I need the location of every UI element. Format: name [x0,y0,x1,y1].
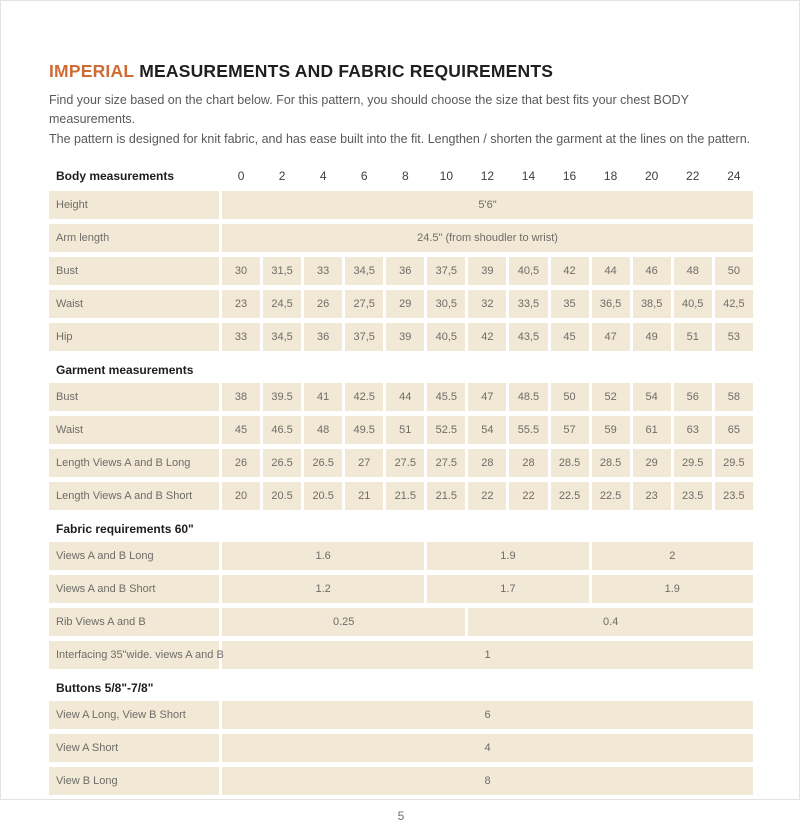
size-table-body [49,166,753,795]
value-cell: 2 [592,542,753,570]
value-cell: 39 [468,257,506,285]
value-cell: 24.5" (from shoudler to wrist) [222,224,753,252]
size-header-cell: 20 [644,169,659,184]
row-label: Interfacing 35"wide. views A and B [49,641,219,669]
intro-line-2: The pattern is designed for knit fabric, and has ease built into the fit. Lengthen / shorten the garment at the lines on the pattern. [49,131,751,146]
value-cell: 26 [304,290,342,318]
value-cell: 49.5 [345,416,383,444]
value-cell: 1.9 [427,542,588,570]
value-cell: 28.5 [592,449,630,477]
value-cell: 23.5 [674,482,712,510]
value-cell: 26.5 [263,449,301,477]
value-cell: 33 [222,323,260,351]
value-cell: 39.5 [263,383,301,411]
section-label: Buttons 5/8"-7/8" [56,681,154,696]
value-cell: 33,5 [509,290,547,318]
value-cell: 23 [222,290,260,318]
value-cell: 48.5 [509,383,547,411]
section-label: Garment measurements [56,363,194,378]
size-header-cell: 2 [278,169,286,184]
value-cell: 27.5 [386,449,424,477]
value-cell: 47 [468,383,506,411]
value-cell: 38,5 [633,290,671,318]
value-cell: 27.5 [427,449,465,477]
value-cell: 28.5 [551,449,589,477]
value-cell: 21.5 [386,482,424,510]
value-cell: 52.5 [427,416,465,444]
size-header-cell: 0 [237,169,245,184]
table-row [49,416,753,444]
value-cell: 50 [551,383,589,411]
size-header-cell: 6 [360,169,368,184]
value-cell: 26 [222,449,260,477]
value-cell: 42,5 [715,290,753,318]
row-label: Waist [49,290,219,318]
intro-line-1: Find your size based on the chart below. For this pattern, you should choose the size that best fits your chest BODY measurements. [49,93,689,127]
size-header-cell: 12 [480,169,495,184]
value-cell: 51 [674,323,712,351]
table-row [49,482,753,510]
value-cell: 51 [386,416,424,444]
value-cell: 36 [304,323,342,351]
row-label: View B Long [49,767,219,795]
size-header-cell: 24 [727,169,741,184]
value-cell: 21 [345,482,383,510]
row-label: Rib Views A and B [49,608,219,636]
value-cell: 8 [222,767,753,795]
value-cell: 29 [386,290,424,318]
size-table [46,161,756,800]
value-cell: 46.5 [263,416,301,444]
table-row [49,542,753,570]
value-cell: 48 [304,416,342,444]
size-header-cell: 4 [319,169,327,184]
table-row [49,323,753,351]
row-label: View A Long, View B Short [49,701,219,729]
row-label: Hip [49,323,219,351]
value-cell: 30,5 [427,290,465,318]
header-label: Body measurements [56,169,175,184]
value-cell: 23.5 [715,482,753,510]
table-row [49,257,753,285]
value-cell: 50 [715,257,753,285]
value-cell: 36,5 [592,290,630,318]
size-header-cell: 8 [401,169,409,184]
row-label: Views A and B Short [49,575,219,603]
value-cell: 36 [386,257,424,285]
value-cell: 26.5 [304,449,342,477]
value-cell: 55.5 [509,416,547,444]
row-label: Arm length [49,224,219,252]
value-cell: 57 [551,416,589,444]
value-cell: 1.2 [222,575,424,603]
value-cell: 27,5 [345,290,383,318]
value-cell: 28 [468,449,506,477]
table-row [49,449,753,477]
size-header-cell: 22 [686,169,700,184]
value-cell: 27 [345,449,383,477]
value-cell: 20.5 [304,482,342,510]
row-label: Bust [49,257,219,285]
value-cell: 42 [551,257,589,285]
size-header-cell: 16 [562,169,577,184]
value-cell: 1 [222,641,753,669]
table-row [49,383,753,411]
value-cell: 32 [468,290,506,318]
value-cell: 22.5 [592,482,630,510]
value-cell: 29 [633,449,671,477]
page-content [1,1,799,823]
section-row [49,356,753,378]
value-cell: 4 [222,734,753,762]
value-cell: 39 [386,323,424,351]
table-row [49,224,753,252]
value-cell: 31,5 [263,257,301,285]
value-cell: 43,5 [509,323,547,351]
row-label: View A Short [49,734,219,762]
value-cell: 47 [592,323,630,351]
table-row [49,767,753,795]
value-cell: 30 [222,257,260,285]
value-cell: 54 [633,383,671,411]
value-cell: 40,5 [509,257,547,285]
value-cell: 41 [304,383,342,411]
value-cell: 6 [222,701,753,729]
section-row [49,674,753,696]
intro-text [49,91,751,149]
value-cell: 54 [468,416,506,444]
value-cell: 46 [633,257,671,285]
page-number: 5 [397,809,405,823]
value-cell: 34,5 [345,257,383,285]
row-label: Bust [49,383,219,411]
value-cell: 33 [304,257,342,285]
table-row [49,641,753,669]
value-cell: 29.5 [715,449,753,477]
row-label: Length Views A and B Long [49,449,219,477]
section-label: Fabric requirements 60" [56,522,194,537]
row-label: Views A and B Long [49,542,219,570]
row-label: Waist [49,416,219,444]
value-cell: 5'6" [222,191,753,219]
table-row [49,191,753,219]
table-row [49,701,753,729]
value-cell: 29.5 [674,449,712,477]
section-row [49,515,753,537]
value-cell: 21.5 [427,482,465,510]
header-row [49,166,753,186]
value-cell: 45 [222,416,260,444]
value-cell: 53 [715,323,753,351]
value-cell: 28 [509,449,547,477]
value-cell: 40,5 [674,290,712,318]
value-cell: 38 [222,383,260,411]
row-label: Length Views A and B Short [49,482,219,510]
value-cell: 58 [715,383,753,411]
value-cell: 35 [551,290,589,318]
value-cell: 0.4 [468,608,753,636]
row-label: Height [49,191,219,219]
value-cell: 44 [592,257,630,285]
value-cell: 40,5 [427,323,465,351]
value-cell: 1.7 [427,575,588,603]
table-row [49,734,753,762]
value-cell: 42 [468,323,506,351]
size-header-cell: 14 [521,169,536,184]
value-cell: 45 [551,323,589,351]
size-header-cell: 18 [603,169,618,184]
value-cell: 42.5 [345,383,383,411]
value-cell: 61 [633,416,671,444]
value-cell: 24,5 [263,290,301,318]
value-cell: 56 [674,383,712,411]
table-row [49,290,753,318]
value-cell: 37,5 [345,323,383,351]
value-cell: 1.9 [592,575,753,603]
value-cell: 52 [592,383,630,411]
value-cell: 37,5 [427,257,465,285]
page-title [49,61,751,82]
value-cell: 20.5 [263,482,301,510]
value-cell: 63 [674,416,712,444]
size-header-cell: 10 [439,169,454,184]
value-cell: 20 [222,482,260,510]
value-cell: 34,5 [263,323,301,351]
value-cell: 45.5 [427,383,465,411]
title-accent: IMPERIAL [49,61,135,81]
value-cell: 23 [633,482,671,510]
title-rest: MEASUREMENTS AND FABRIC REQUIREMENTS [139,61,554,81]
table-row [49,608,753,636]
value-cell: 65 [715,416,753,444]
value-cell: 49 [633,323,671,351]
value-cell: 59 [592,416,630,444]
value-cell: 1.6 [222,542,424,570]
value-cell: 22 [509,482,547,510]
value-cell: 22 [468,482,506,510]
value-cell: 22.5 [551,482,589,510]
value-cell: 48 [674,257,712,285]
table-row [49,575,753,603]
value-cell: 44 [386,383,424,411]
value-cell: 0.25 [222,608,465,636]
